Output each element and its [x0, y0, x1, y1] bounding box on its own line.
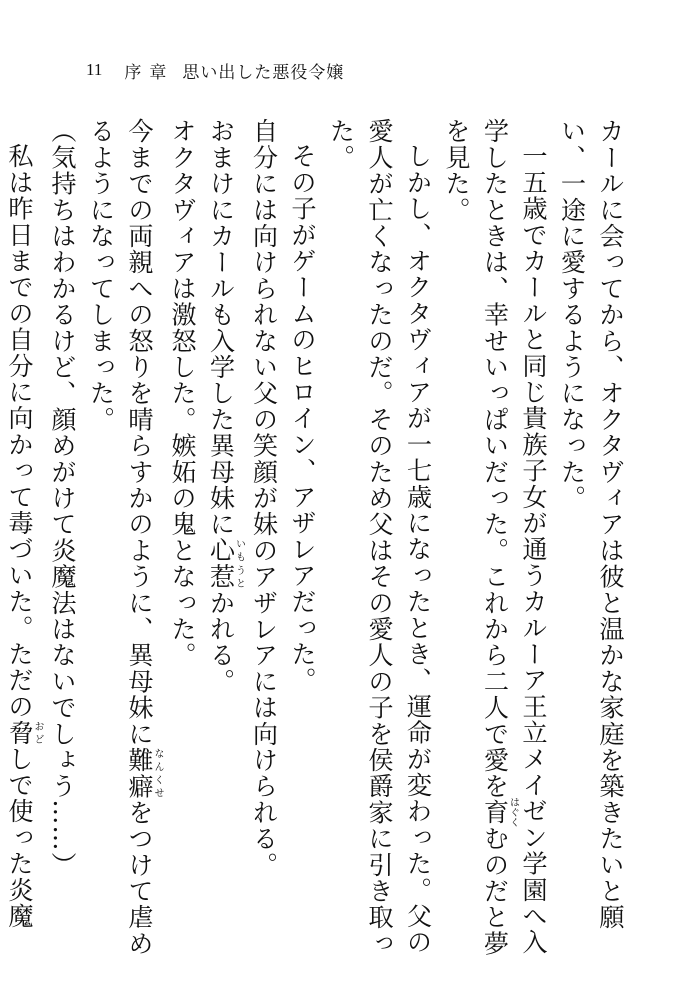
paragraph [437, 118, 553, 958]
ruby-reading: いもうと [233, 537, 245, 590]
ruby-base: 心惹 [206, 537, 236, 590]
chapter-label: 序章 [124, 62, 175, 83]
ruby-word [480, 797, 519, 828]
paragraph [552, 118, 629, 958]
ruby-word [5, 719, 43, 746]
text-run: 今までの両親への怒りを晴らすかのように、異母妹に [125, 118, 154, 747]
ruby-reading: なんくせ [152, 746, 163, 800]
paragraph [163, 118, 202, 958]
text-run: むのだと夢を見た。 [442, 118, 510, 957]
paragraph [43, 118, 82, 958]
ruby-word [125, 746, 163, 800]
text-run: オクタヴィアは激怒した。嫉妬の鬼となった。 [168, 118, 197, 669]
paragraph [244, 118, 283, 958]
text-run: しで使った炎魔 [5, 745, 34, 930]
vertical-body-text [5, 118, 629, 958]
text-run: 自分には向けられない父の笑顔が妹のアザレアには向けられる。 [249, 118, 279, 878]
ruby-reading: はぐく [507, 797, 519, 828]
text-run: （気持ちはわかるけど、顔めがけて炎魔法はないでしょう……） [48, 118, 77, 878]
ruby-reading: おど [32, 719, 43, 746]
paragraph [0, 118, 43, 958]
text-run: かれる。 [206, 589, 236, 695]
text-run: しかし、オクタヴィアが一七歳になったとき、運命が変わった。父の愛人が亡くなったのだ。そのため父はその愛人の子を侯爵家に引き取った。 [326, 118, 433, 957]
paragraph [283, 118, 322, 958]
page-number: 11 [86, 60, 103, 79]
text-run: をつけて虐めるようになってしまった。 [86, 118, 154, 957]
text-run: おまけにカールも入学した異母妹に [206, 118, 236, 538]
ruby-base: 育 [480, 797, 510, 828]
chapter-title: 思い出した悪役令嬢 [182, 62, 345, 83]
paragraph [201, 118, 244, 958]
ruby-base: 難癖 [125, 746, 154, 800]
text-run: 一五歳でカールと同じ貴族子女が通うカルーア王立メイゼン学園へ入学したときは、幸せいっぱいだった。これから二人で愛を [480, 118, 548, 956]
paragraph [321, 118, 437, 958]
paragraph [81, 118, 163, 958]
text-run: その子がゲームのヒロイン、アザレアだった。 [288, 143, 317, 694]
ruby-word [206, 537, 245, 590]
text-run: カールに会ってから、オクタヴィアは彼と温かな家庭を築きたいと願い、一途に愛するようになった。 [557, 118, 625, 931]
ruby-base: 脅 [5, 719, 34, 746]
running-header [86, 58, 344, 82]
text-run: 私は昨日までの自分に向かって毒づいた。ただの [5, 143, 34, 720]
